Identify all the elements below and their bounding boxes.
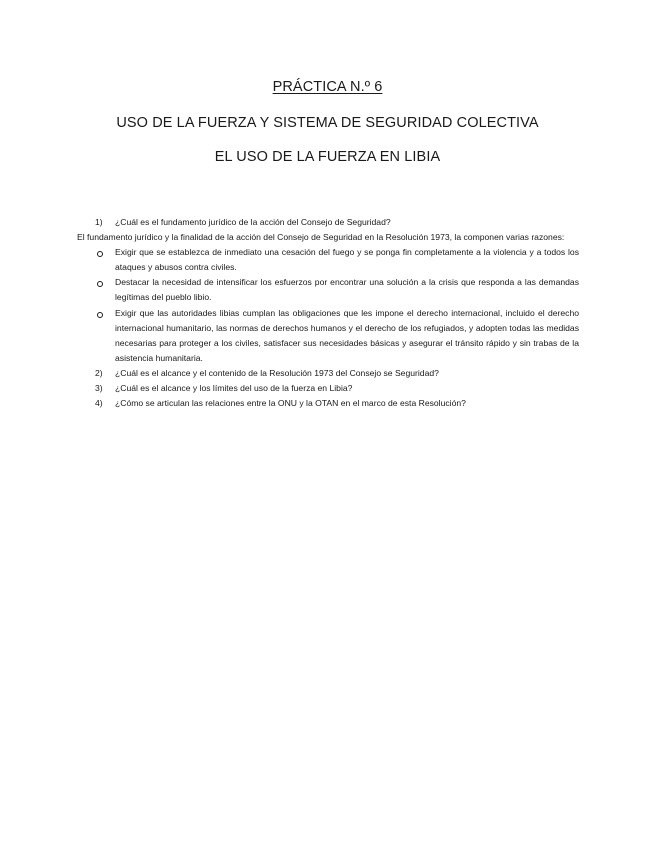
question-number: 3) <box>95 383 103 394</box>
question-number: 1) <box>95 217 103 227</box>
bullet-circle-icon <box>97 281 103 287</box>
question-text: ¿Cuál es el fundamento jurídico de la acción del Consejo de Seguridad? <box>115 217 391 227</box>
answer-bullet-2 <box>77 275 579 305</box>
practice-title: PRÁCTICA N.º 6 <box>272 79 383 95</box>
topic-heading: USO DE LA FUERZA Y SISTEMA DE SEGURIDAD COLECTIVA <box>116 115 539 131</box>
bullet-circle-icon <box>97 251 103 257</box>
question-text: ¿Cómo se articulan las relaciones entre la ONU y la OTAN en el marco de esta Resolución? <box>115 398 466 409</box>
answer-intro: El fundamento jurídico y la finalidad de la acción del Consejo de Seguridad en la Resolución 1973, la componen varias razones: <box>77 232 565 243</box>
bullet-text: Exigir que las autoridades libias cumplan las obligaciones que les impone el derecho internacional, incluido el derecho internacional humanitario, las normas de derechos humanos y el derecho de los refugiados, y adopten todas las medidas necesarias para proteger a los civiles, satisfacer sus necesidades básicas y asegurar el tránsito rápido y sin trabas de la asistencia humanitaria. <box>115 307 579 363</box>
question-text: ¿Cuál es el alcance y el contenido de la Resolución 1973 del Consejo se Seguridad? <box>115 367 439 378</box>
question-text: ¿Cuál es el alcance y los límites del uso de la fuerza en Libia? <box>115 383 353 394</box>
question-number: 4) <box>95 398 103 409</box>
bullet-text: Destacar la necesidad de intensificar los esfuerzos por encontrar una solución a la crisis que responda a las demandas legítimas del pueblo libio. <box>115 277 579 303</box>
question-3 <box>77 381 579 396</box>
question-2 <box>77 366 579 381</box>
question-number: 2) <box>95 367 103 378</box>
answer-bullet-3 <box>77 306 579 366</box>
bullet-circle-icon <box>97 312 103 318</box>
bullet-text: Exigir que se establezca de inmediato una cesación del fuego y se ponga fin completamente a la violencia y a todos los ataques y abusos contra civiles. <box>115 247 579 273</box>
question-1 <box>77 215 579 230</box>
answer-bullet-1 <box>77 245 579 275</box>
document-body <box>77 215 579 411</box>
subtopic-heading: EL USO DE LA FUERZA EN LIBIA <box>214 149 441 165</box>
question-4 <box>77 396 579 411</box>
